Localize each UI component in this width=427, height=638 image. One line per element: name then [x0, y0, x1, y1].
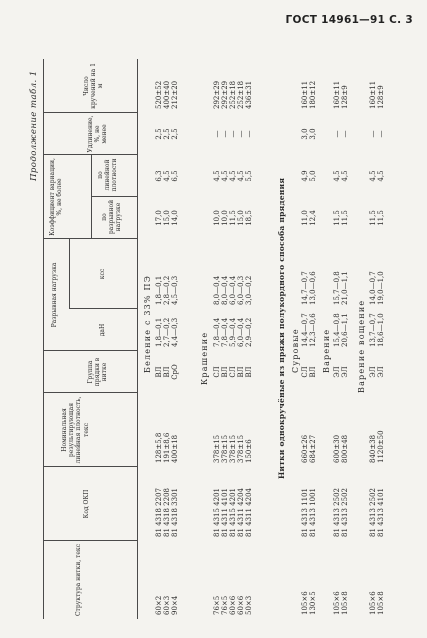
- cell-var-load: 17,0 15,0 14,0: [155, 210, 180, 226]
- cell-density: 378±15 378±15 378±15 378±15 150±6: [213, 434, 254, 463]
- header-breaking-load: Разрывная нагрузка: [51, 262, 58, 328]
- col-sep-4: [43, 350, 137, 351]
- col-sep-6: [43, 238, 137, 239]
- header-structure: Структура нитки, текс: [75, 543, 82, 617]
- cell-density: 660±26 684±27: [301, 434, 318, 463]
- header-twists: Число кручений на 1 м: [83, 63, 105, 109]
- col-sep-2: [43, 466, 137, 467]
- cell-var-dens: 4,5 4,5: [333, 170, 350, 182]
- section-main-title: Нитки однокручёные из пряжи полукордного способа прядения: [277, 177, 286, 479]
- section-dyed: Крашение: [200, 331, 209, 385]
- cell-dan: 14,4—0,7 12,3—0,6: [301, 313, 318, 347]
- cell-var-dens: 4,5 4,5 4,5 4,5 5,5: [213, 170, 254, 182]
- cell-var-dens: 4,9 5,0: [301, 170, 318, 182]
- col-sep-1: [43, 540, 137, 541]
- cell-twists: 160±11 180±12: [301, 80, 318, 109]
- cell-twists: 160±11 128±9: [369, 80, 386, 109]
- table-top-rule: [43, 59, 44, 619]
- cell-density: 600±30 800±48: [333, 434, 350, 463]
- cell-elong: 3,0 3,0: [301, 128, 318, 140]
- cell-structure: 105×6 130×5: [301, 591, 318, 615]
- cell-elong: — —: [369, 130, 386, 138]
- cell-density: 128±5,8 191±8,6 400±18: [155, 432, 180, 463]
- cell-code: 81 4313 2502 81 4313 4101: [369, 488, 386, 537]
- page-header: ГОСТ 14961—91 С. 3: [285, 14, 413, 26]
- header-elongation: Удлинение, %, не менее: [87, 115, 109, 153]
- cell-structure: 76×5 76×5 60×6 60×6 50×3: [213, 595, 254, 615]
- section-raw: Суровые: [291, 328, 300, 373]
- header-var-density: по линейной плотности: [97, 158, 119, 192]
- cell-twists: 520±52 400±40 212±20: [155, 80, 180, 109]
- cell-code: 81 4313 1101 81 4313 1001: [301, 488, 318, 537]
- cell-twists: 160±11 128±9: [333, 80, 350, 109]
- header-code: Код ОКП: [83, 489, 90, 519]
- header-group: Группа прядки в нитке: [87, 357, 109, 387]
- cell-grp: ЭЛ ЭЛ: [333, 366, 350, 378]
- cell-elong: — — — — —: [213, 130, 254, 138]
- cell-density: 840±38 1120±50: [369, 430, 386, 463]
- cell-dan: 1,8—0,1 2,7—0,2 4,4—0,3: [155, 317, 180, 347]
- cell-ks: 8,0—0,4 8,0—0,4 6,0—0,4 6,0—0,3 3,0—0,2: [213, 275, 254, 305]
- cell-structure: 105×6 105×8: [333, 591, 350, 615]
- cell-var-load: 11,5 11,5: [333, 210, 350, 226]
- cell-ks: 1,8—0,1 2,8—0,2 4,5—0,3: [155, 275, 180, 305]
- header-ks: ксс: [99, 268, 106, 280]
- cell-var-dens: 6,3 4,5 6,5: [155, 170, 180, 182]
- cell-elong: — —: [333, 130, 350, 138]
- rotated-table: [25, 59, 405, 619]
- variation-subheader-rule: [91, 155, 92, 239]
- cell-grp: ВЛ ВЛ СрО: [155, 364, 180, 380]
- load-subheader-rule: [69, 239, 70, 309]
- cell-structure: 60×2 60×3 90×4: [155, 595, 180, 615]
- cell-code: 81 4318 2207 81 4318 2208 81 4318 3301: [155, 488, 180, 537]
- header-variation: Коэффициент вариации, %, не более: [49, 158, 64, 236]
- cell-dan: 15,4—0,8 20,6—1,1: [333, 313, 350, 347]
- cell-var-load: 10,0 10,0 11,5 15,0 18,5: [213, 210, 254, 226]
- cell-elong: 2,5 2,5 2,5: [155, 128, 180, 140]
- cell-var-dens: 4,5 4,5: [369, 170, 386, 182]
- cell-grp: СЛ ВЛ: [301, 366, 318, 378]
- table-header-rule: [137, 59, 138, 619]
- section-bleached: Беление с 33% ПЭ: [143, 274, 152, 373]
- cell-dan: 13,7—0,7 18,6—1,0: [369, 313, 386, 347]
- section-boiled-waxed: Варение вощение: [357, 299, 366, 393]
- cell-grp: ЭЛ ЭЛ: [369, 366, 386, 378]
- cell-structure: 105×6 105×8: [369, 591, 386, 615]
- table-caption: Продолжение табл. 1: [29, 70, 39, 181]
- cell-var-load: 11,5 11,5: [369, 210, 386, 226]
- col-sep-9: [43, 112, 137, 113]
- header-density: Номинальная результирующая линейная плотность, текс: [61, 396, 90, 464]
- section-boiled: Варение: [322, 328, 331, 373]
- cell-code: 81 4315 4201 81 4311 4101 81 4315 4201 81 4311 4204 81 4311 4204: [213, 488, 254, 537]
- col-sep-3: [43, 392, 137, 393]
- cell-code: 81 4313 2502 81 4313 2502: [333, 488, 350, 537]
- col-sep-8: [43, 154, 137, 155]
- cell-twists: 292±29 292±29 252±18 252±18 436±31: [213, 80, 254, 109]
- col-sep-7: [91, 196, 137, 197]
- cell-dan: 7,8—0,4 7,8—0,4 5,9—0,4 6,0—0,4 2,9—0,2: [213, 317, 254, 347]
- cell-ks: 14,0—0,7 19,0—1,0: [369, 271, 386, 305]
- cell-grp: СЛ ВЛ СЛ ВЛ ВЛ: [213, 366, 254, 378]
- cell-ks: 14,7—0,7 13,0—0,6: [301, 271, 318, 305]
- header-dan: даН: [99, 323, 106, 337]
- header-var-load: по разрывной нагрузке: [101, 199, 123, 235]
- cell-var-load: 11,0 12,4: [301, 210, 318, 226]
- cell-ks: 15,7—0,8 21,0—1,1: [333, 271, 350, 305]
- col-sep-5: [69, 308, 137, 309]
